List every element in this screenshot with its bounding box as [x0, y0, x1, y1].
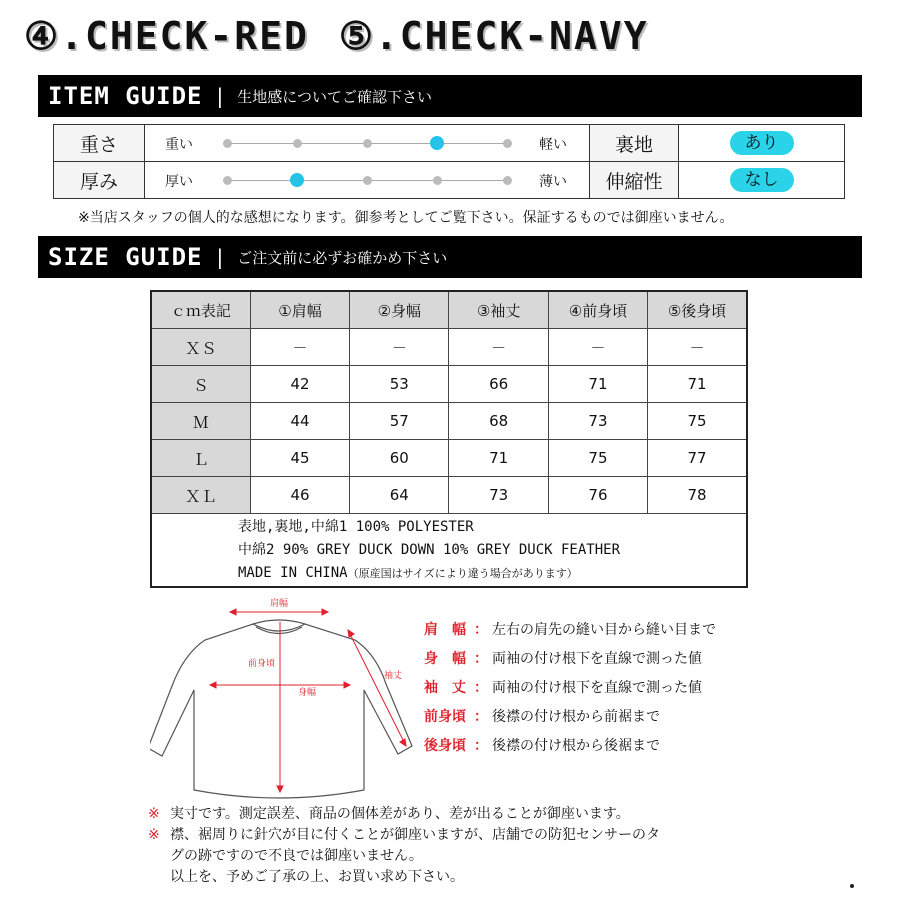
legend-desc: 両袖の付け根下を直線で測った値 [492, 650, 702, 667]
table-cell: 60 [350, 440, 449, 477]
legend-term: 肩 幅 [424, 621, 466, 638]
size-m: Ｍ [151, 403, 250, 440]
legend-term: 後身頃 [424, 737, 466, 754]
legend-item [424, 701, 716, 730]
legend-term: 袖 丈 [424, 679, 466, 696]
table-row [151, 329, 747, 366]
table-cell: － [648, 329, 747, 366]
legend-item [424, 672, 716, 701]
legend-colon: ： [474, 621, 488, 638]
lining-value [679, 125, 845, 162]
table-cell: 44 [250, 403, 349, 440]
table-cell: 64 [350, 477, 449, 514]
legend-colon: ： [474, 650, 488, 667]
scale-dot [433, 176, 442, 185]
table-cell: 66 [449, 366, 548, 403]
item-guide-header [38, 75, 862, 117]
material-row [151, 514, 747, 588]
footer-line-3: グの跡ですので不良では御座いません。 [170, 848, 423, 864]
scale-dot [293, 139, 302, 148]
legend-desc: 後襟の付け根から後裾まで [492, 737, 660, 754]
measurement-legend [424, 614, 716, 759]
shoulder-label: 肩幅 [270, 599, 289, 609]
legend-item [424, 614, 716, 643]
table-cell: 71 [648, 366, 747, 403]
col-sleeve: ③袖丈 [449, 291, 548, 329]
thickness-scale-left: 厚い [165, 174, 193, 190]
size-guide-separator: | [216, 245, 224, 269]
col-body: ②身幅 [350, 291, 449, 329]
weight-label: 重さ [54, 125, 145, 162]
material-line-2: 中綿2 90% GREY DUCK DOWN 10% GREY DUCK FEATHER [238, 541, 621, 558]
origin-text: MADE IN CHINA [238, 564, 348, 581]
size-l: Ｌ [151, 440, 250, 477]
col-front: ④前身頃 [548, 291, 647, 329]
col-cm: ｃｍ表記 [151, 291, 250, 329]
title-check-navy: ⑤.CHECK-NAVY [338, 14, 649, 58]
table-cell: 71 [449, 440, 548, 477]
table-cell: 78 [648, 477, 747, 514]
footer-line-2 [148, 825, 660, 846]
table-cell: 73 [548, 403, 647, 440]
thickness-label: 厚み [54, 162, 145, 199]
table-cell: 77 [648, 440, 747, 477]
table-cell: 68 [449, 403, 548, 440]
size-guide-header [38, 236, 862, 278]
legend-colon: ： [474, 737, 488, 754]
item-guide-subtitle: 生地感についてご確認下さい [237, 87, 432, 106]
table-cell: 46 [250, 477, 349, 514]
item-guide-title: ITEM GUIDE [48, 82, 203, 110]
legend-item [424, 643, 716, 672]
legend-colon: ： [474, 708, 488, 725]
lining-badge: あり [730, 131, 794, 155]
item-guide-table [53, 124, 845, 199]
page-title [24, 14, 649, 58]
garment-diagram [150, 594, 420, 808]
weight-scale [145, 125, 590, 162]
footer-star: ※ [148, 806, 160, 822]
measurement-lines [210, 609, 406, 792]
size-xs: ＸＳ [151, 329, 250, 366]
sleeve-label: 袖丈 [384, 671, 403, 681]
item-guide-note: ※当店スタッフの個人的な感想になります。御参考としてご覧下さい。保証するものでは御座いません。 [78, 210, 734, 226]
legend-desc: 左右の肩先の縫い目から縫い目まで [492, 621, 716, 638]
col-back: ⑤後身頃 [648, 291, 747, 329]
table-cell: 57 [350, 403, 449, 440]
item-guide-separator: | [216, 84, 224, 108]
footer-line-1 [148, 804, 660, 825]
material-line-3 [238, 562, 746, 585]
stretch-value [679, 162, 845, 199]
table-row [151, 477, 747, 514]
table-cell: 76 [548, 477, 647, 514]
legend-desc: 後襟の付け根から前裾まで [492, 708, 660, 725]
item-row-weight [54, 125, 845, 162]
table-row [151, 403, 747, 440]
stretch-badge: なし [730, 168, 794, 192]
thickness-scale-track [145, 162, 589, 198]
table-cell: 75 [548, 440, 647, 477]
table-cell: － [350, 329, 449, 366]
corner-dot [850, 884, 854, 888]
size-table-header [151, 291, 747, 329]
size-s: Ｓ [151, 366, 250, 403]
material-note [151, 514, 747, 588]
legend-term: 前身頃 [424, 708, 466, 725]
size-guide-subtitle: ご注文前に必ずお確かめ下さい [237, 248, 448, 267]
size-table [150, 290, 748, 588]
footer-star: ※ [148, 827, 160, 843]
table-cell: － [548, 329, 647, 366]
weight-scale-left: 重い [165, 137, 193, 153]
scale-dot-selected [290, 173, 304, 187]
footer-text-2: 襟、裾周りに針穴が目に付くことが御座いますが、店舗での防犯センサーのタ [170, 827, 660, 843]
scale-dot [503, 139, 512, 148]
size-xl: ＸＬ [151, 477, 250, 514]
legend-desc: 両袖の付け根下を直線で測った値 [492, 679, 702, 696]
legend-item [424, 730, 716, 759]
title-check-red: ④.CHECK-RED [24, 14, 309, 58]
scale-dot-selected [430, 136, 444, 150]
scale-dot [363, 139, 372, 148]
table-cell: 45 [250, 440, 349, 477]
body-label: 身幅 [298, 688, 317, 698]
legend-colon: ： [474, 679, 488, 696]
table-cell: 71 [548, 366, 647, 403]
table-cell: 73 [449, 477, 548, 514]
lining-label: 裏地 [590, 125, 679, 162]
weight-scale-track [145, 125, 589, 161]
scale-dot [223, 176, 232, 185]
scale-dot [503, 176, 512, 185]
jacket-outline-icon [150, 620, 412, 798]
table-row [151, 366, 747, 403]
col-shoulder: ①肩幅 [250, 291, 349, 329]
table-cell: 42 [250, 366, 349, 403]
footer-line-4: 以上を、予めご了承の上、お買い求め下さい。 [170, 869, 464, 885]
table-cell: 75 [648, 403, 747, 440]
table-cell: 53 [350, 366, 449, 403]
size-guide-title: SIZE GUIDE [48, 243, 203, 271]
thickness-scale [145, 162, 590, 199]
footer-notes [148, 804, 660, 888]
scale-dot [363, 176, 372, 185]
item-row-thickness [54, 162, 845, 199]
scale-dot [223, 139, 232, 148]
stretch-label: 伸縮性 [590, 162, 679, 199]
front-label: 前身頃 [248, 659, 276, 669]
thickness-scale-right: 薄い [539, 174, 567, 190]
table-cell: － [449, 329, 548, 366]
legend-term: 身 幅 [424, 650, 466, 667]
material-line-1: 表地,裏地,中綿1 100% POLYESTER [238, 518, 474, 535]
weight-scale-right: 軽い [539, 137, 567, 153]
origin-note: （原産国はサイズにより違う場合があります） [347, 566, 578, 580]
table-row [151, 440, 747, 477]
footer-text-1: 実寸です。測定誤差、商品の個体差があり、差が出ることが御座います。 [170, 806, 630, 822]
table-cell: － [250, 329, 349, 366]
